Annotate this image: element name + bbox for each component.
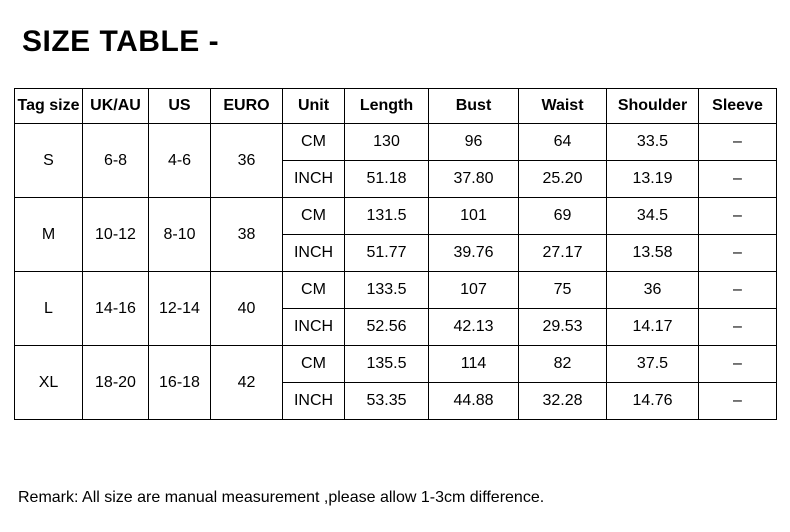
cell-uk-au: 18-20 [83, 346, 149, 420]
cell-euro: 36 [211, 124, 283, 198]
cell-us: 12-14 [149, 272, 211, 346]
cell-waist: 64 [519, 124, 607, 161]
cell-bust: 114 [429, 346, 519, 383]
cell-waist: 82 [519, 346, 607, 383]
cell-length: 133.5 [345, 272, 429, 309]
cell-uk-au: 10-12 [83, 198, 149, 272]
cell-waist: 75 [519, 272, 607, 309]
cell-waist: 29.53 [519, 309, 607, 346]
cell-shoulder: 34.5 [607, 198, 699, 235]
size-table-container [14, 88, 776, 420]
cell-shoulder: 14.17 [607, 309, 699, 346]
cell-tag-size: M [15, 198, 83, 272]
cell-us: 16-18 [149, 346, 211, 420]
cell-tag-size: L [15, 272, 83, 346]
table-row [15, 198, 777, 235]
cell-shoulder: 13.58 [607, 235, 699, 272]
cell-sleeve: – [699, 235, 777, 272]
cell-bust: 107 [429, 272, 519, 309]
cell-tag-size: S [15, 124, 83, 198]
cell-shoulder: 14.76 [607, 383, 699, 420]
cell-length: 51.77 [345, 235, 429, 272]
cell-tag-size: XL [15, 346, 83, 420]
cell-shoulder: 36 [607, 272, 699, 309]
cell-shoulder: 37.5 [607, 346, 699, 383]
column-header-sleeve: Sleeve [699, 89, 777, 124]
cell-unit: CM [283, 346, 345, 383]
cell-bust: 96 [429, 124, 519, 161]
cell-length: 52.56 [345, 309, 429, 346]
cell-shoulder: 13.19 [607, 161, 699, 198]
cell-unit: INCH [283, 383, 345, 420]
cell-uk-au: 14-16 [83, 272, 149, 346]
table-header [15, 89, 777, 124]
page-title: SIZE TABLE - [22, 25, 220, 58]
column-header-waist: Waist [519, 89, 607, 124]
cell-length: 53.35 [345, 383, 429, 420]
column-header-tag-size: Tag size [15, 89, 83, 124]
cell-shoulder: 33.5 [607, 124, 699, 161]
cell-bust: 101 [429, 198, 519, 235]
cell-unit: INCH [283, 235, 345, 272]
cell-uk-au: 6-8 [83, 124, 149, 198]
table-row [15, 272, 777, 309]
column-header-unit: Unit [283, 89, 345, 124]
cell-waist: 69 [519, 198, 607, 235]
cell-unit: CM [283, 272, 345, 309]
cell-length: 130 [345, 124, 429, 161]
remark-text: Remark: All size are manual measurement ,please allow 1-3cm difference. [18, 489, 545, 506]
cell-sleeve: – [699, 272, 777, 309]
cell-sleeve: – [699, 383, 777, 420]
column-header-uk-au: UK/AU [83, 89, 149, 124]
cell-unit: CM [283, 198, 345, 235]
column-header-shoulder: Shoulder [607, 89, 699, 124]
cell-length: 131.5 [345, 198, 429, 235]
cell-waist: 25.20 [519, 161, 607, 198]
cell-bust: 37.80 [429, 161, 519, 198]
cell-length: 51.18 [345, 161, 429, 198]
table-row [15, 124, 777, 161]
column-header-bust: Bust [429, 89, 519, 124]
cell-sleeve: – [699, 198, 777, 235]
column-header-euro: EURO [211, 89, 283, 124]
cell-sleeve: – [699, 346, 777, 383]
cell-euro: 42 [211, 346, 283, 420]
cell-euro: 40 [211, 272, 283, 346]
column-header-us: US [149, 89, 211, 124]
cell-waist: 32.28 [519, 383, 607, 420]
table-body [15, 124, 777, 420]
cell-euro: 38 [211, 198, 283, 272]
cell-us: 4-6 [149, 124, 211, 198]
cell-bust: 39.76 [429, 235, 519, 272]
cell-length: 135.5 [345, 346, 429, 383]
cell-sleeve: – [699, 124, 777, 161]
table-row [15, 346, 777, 383]
cell-unit: INCH [283, 309, 345, 346]
cell-sleeve: – [699, 309, 777, 346]
cell-unit: INCH [283, 161, 345, 198]
cell-waist: 27.17 [519, 235, 607, 272]
cell-unit: CM [283, 124, 345, 161]
cell-bust: 42.13 [429, 309, 519, 346]
cell-bust: 44.88 [429, 383, 519, 420]
cell-us: 8-10 [149, 198, 211, 272]
column-header-length: Length [345, 89, 429, 124]
size-table [14, 88, 777, 420]
cell-sleeve: – [699, 161, 777, 198]
header-row [15, 89, 777, 124]
